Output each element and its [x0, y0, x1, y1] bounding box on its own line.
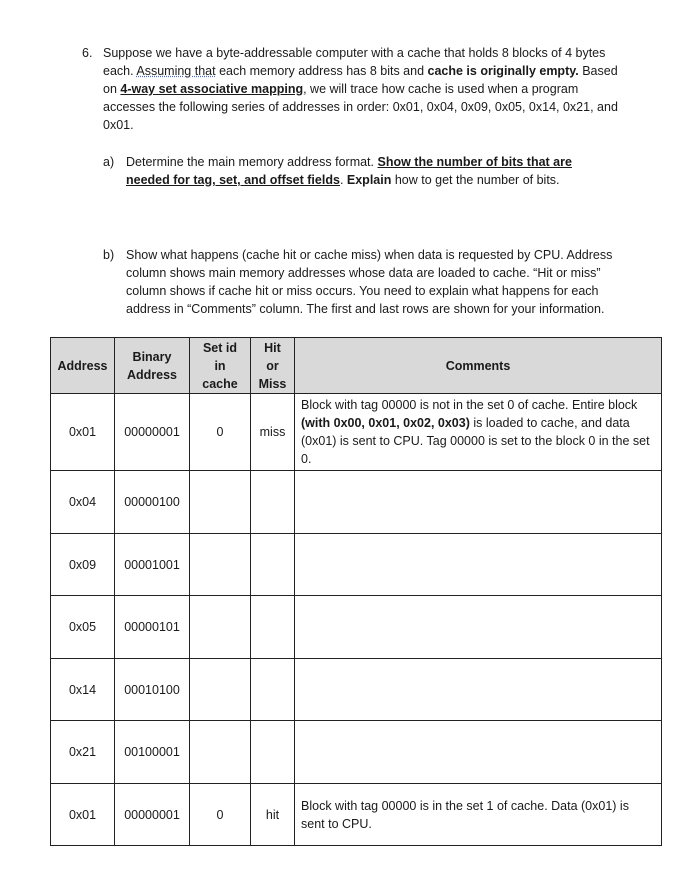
part-b-text: Show what happens (cache hit or cache miss) when data is requested by CPU. Address column shows main memory addresses whose data are loaded to cache. “Hit or miss” column shows if cache hit or miss occurs. You need to explain what happens for each address in “Comments” column. The first and last rows are shown for your information. — [126, 248, 613, 316]
cell-address: 0x21 — [51, 721, 115, 784]
table-row — [51, 471, 662, 534]
part-a-label: a) — [103, 155, 115, 169]
cell-comment: Block with tag 00000 is not in the set 0 of cache. Entire block (with 0x00, 0x01, 0x02, 0x03) is loaded to cache, and data (0x01) is sent to CPU. Tag 00000 is set to the block 0 in the set 0. — [295, 394, 662, 471]
part-a-text: Determine the main memory address format. Show the number of bits that are needed for tag, set, and offset fields. Explain how to get the number of bits. — [126, 155, 572, 187]
question-text: Suppose we have a byte-addressable computer with a cache that holds 8 blocks of 4 bytes each. Assuming that each memory address has 8 bits and cache is originally empty. Based on 4-way set associative mapping, we will trace how cache is used when a program accesses the following series of addresses in order: 0x01, 0x04, 0x09, 0x05, 0x14, 0x21, and 0x01. — [103, 46, 618, 132]
table-row — [51, 596, 662, 659]
cache-trace-table — [50, 337, 662, 846]
cell-comment — [295, 721, 662, 784]
cell-binary: 00100001 — [115, 721, 190, 784]
cell-set — [190, 471, 251, 534]
cell-comment — [295, 471, 662, 534]
cell-address: 0x01 — [51, 394, 115, 471]
cell-hit — [251, 596, 295, 659]
cell-set: 0 — [190, 394, 251, 471]
cell-binary: 00010100 — [115, 659, 190, 721]
header-binary-address: Binary Address — [115, 338, 190, 394]
cell-address: 0x05 — [51, 596, 115, 659]
cell-hit — [251, 659, 295, 721]
table-row — [51, 659, 662, 721]
cell-comment — [295, 596, 662, 659]
cell-comment — [295, 534, 662, 596]
cell-address: 0x14 — [51, 659, 115, 721]
cell-hit: hit — [251, 784, 295, 846]
header-comments: Comments — [295, 338, 662, 394]
part-b — [103, 246, 613, 318]
question-number: 6. — [82, 46, 93, 60]
cell-comment: Block with tag 00000 is in the set 1 of cache. Data (0x01) is sent to CPU. — [295, 784, 662, 846]
part-b-label: b) — [103, 248, 115, 262]
cell-binary: 00000101 — [115, 596, 190, 659]
cell-binary: 00000001 — [115, 784, 190, 846]
header-address: Address — [51, 338, 115, 394]
cell-set — [190, 534, 251, 596]
table-row — [51, 534, 662, 596]
cell-hit — [251, 471, 295, 534]
table-row — [51, 784, 662, 846]
cell-binary: 00000100 — [115, 471, 190, 534]
question-6 — [82, 44, 622, 134]
cell-hit — [251, 534, 295, 596]
part-a — [103, 153, 613, 189]
table-header-row — [51, 338, 662, 394]
cell-address: 0x01 — [51, 784, 115, 846]
cell-address: 0x09 — [51, 534, 115, 596]
cell-set: 0 — [190, 784, 251, 846]
cell-comment — [295, 659, 662, 721]
cell-set — [190, 659, 251, 721]
header-hit-or-miss: Hit or Miss — [251, 338, 295, 394]
cell-binary: 00000001 — [115, 394, 190, 471]
table-row — [51, 394, 662, 471]
table-row — [51, 721, 662, 784]
cell-address: 0x04 — [51, 471, 115, 534]
cell-hit: miss — [251, 394, 295, 471]
cell-set — [190, 596, 251, 659]
header-set-id: Set id in cache — [190, 338, 251, 394]
cell-hit — [251, 721, 295, 784]
cell-set — [190, 721, 251, 784]
cell-binary: 00001001 — [115, 534, 190, 596]
